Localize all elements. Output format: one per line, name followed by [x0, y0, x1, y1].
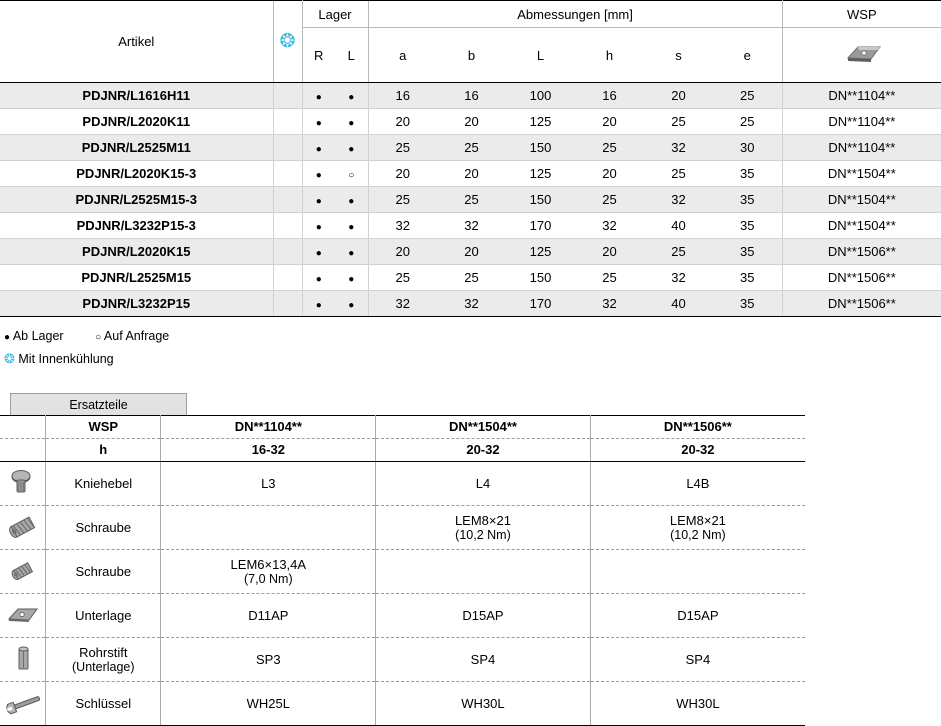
col-header-s: s — [644, 28, 713, 83]
table-row[interactable] — [0, 161, 941, 187]
cell-wsp: DN**1504** — [782, 187, 941, 213]
col-header-a: a — [368, 28, 437, 83]
cell-artikel: PDJNR/L3232P15-3 — [0, 213, 273, 239]
table-row[interactable] — [0, 291, 941, 317]
legend-auf-anfrage-label: Auf Anfrage — [103, 329, 170, 343]
table-row[interactable] — [0, 83, 941, 109]
cell-lager-l — [335, 135, 368, 161]
spare-value-1504: D15AP — [376, 593, 591, 637]
cell-h: 25 — [575, 135, 644, 161]
cell-L: 125 — [506, 161, 575, 187]
cell-h: 25 — [575, 187, 644, 213]
cell-artikel: PDJNR/L2020K11 — [0, 109, 273, 135]
cell-artikel: PDJNR/L3232P15 — [0, 291, 273, 317]
spare-col-icon-2 — [0, 438, 46, 461]
cell-b: 32 — [437, 291, 506, 317]
spare-value-1104: D11AP — [161, 593, 376, 637]
cell-lager-r — [302, 109, 335, 135]
main-table-body — [0, 83, 941, 317]
dot-filled-icon — [316, 114, 322, 129]
cell-wsp: DN**1506** — [782, 239, 941, 265]
cell-coolant — [273, 83, 302, 109]
cell-a: 25 — [368, 187, 437, 213]
cell-wsp: DN**1104** — [782, 109, 941, 135]
spare-part-name — [46, 637, 161, 681]
cell-L: 150 — [506, 265, 575, 291]
cell-L: 150 — [506, 187, 575, 213]
spare-value-1104: SP3 — [161, 637, 376, 681]
dot-filled-icon — [348, 244, 354, 259]
cell-a: 25 — [368, 265, 437, 291]
table-row[interactable] — [0, 239, 941, 265]
cell-lager-r — [302, 161, 335, 187]
cell-b: 32 — [437, 213, 506, 239]
spare-part-name: Schraube — [46, 505, 161, 549]
shim-icon — [0, 593, 46, 637]
spare-part-name: Unterlage — [46, 593, 161, 637]
cell-lager-r — [302, 83, 335, 109]
cell-s: 32 — [644, 265, 713, 291]
cell-lager-r — [302, 239, 335, 265]
cell-h: 16 — [575, 83, 644, 109]
cell-h: 20 — [575, 161, 644, 187]
table-row[interactable] — [0, 637, 805, 681]
spare-value-1506: WH30L — [590, 681, 805, 725]
cell-L: 100 — [506, 83, 575, 109]
cell-e: 35 — [713, 239, 782, 265]
cell-b: 20 — [437, 109, 506, 135]
table-row[interactable] — [0, 593, 805, 637]
cell-e: 35 — [713, 291, 782, 317]
main-table-head — [0, 1, 941, 83]
spare-part-name-main: Rohrstift — [79, 644, 128, 660]
legend-innenkuehlung-label: Mit Innenkühlung — [18, 351, 114, 366]
col-header-lager-r: R — [302, 28, 335, 83]
col-header-L: L — [506, 28, 575, 83]
col-header-e: e — [713, 28, 782, 83]
cell-lager-l — [335, 187, 368, 213]
dot-filled-icon — [348, 114, 354, 129]
cell-b: 20 — [437, 239, 506, 265]
cell-b: 16 — [437, 83, 506, 109]
cell-coolant — [273, 291, 302, 317]
lever-icon — [0, 461, 46, 505]
spare-value-1506: L4B — [590, 461, 805, 505]
insert-icon — [842, 43, 882, 63]
cell-lager-l — [335, 109, 368, 135]
spare-value-1504: L4 — [376, 461, 591, 505]
cell-L: 170 — [506, 291, 575, 317]
main-product-table — [0, 0, 941, 317]
table-row[interactable] — [0, 135, 941, 161]
cell-coolant — [273, 187, 302, 213]
cell-e: 35 — [713, 187, 782, 213]
cell-e: 35 — [713, 265, 782, 291]
spare-col-wsp: WSP — [46, 415, 161, 438]
spare-value-1104 — [161, 549, 376, 593]
dot-open-icon — [348, 166, 354, 181]
col-header-artikel: Artikel — [0, 1, 273, 83]
dot-filled-icon — [348, 140, 354, 155]
table-row[interactable] — [0, 681, 805, 725]
cell-artikel: PDJNR/L2525M11 — [0, 135, 273, 161]
cell-b: 20 — [437, 161, 506, 187]
cell-h: 32 — [575, 213, 644, 239]
col-header-wsp: WSP — [782, 1, 941, 28]
cell-artikel: PDJNR/L2020K15-3 — [0, 161, 273, 187]
cell-coolant — [273, 135, 302, 161]
cell-b: 25 — [437, 265, 506, 291]
spare-part-name-sub: (Unterlage) — [72, 659, 135, 674]
cell-b: 25 — [437, 135, 506, 161]
spare-value-1104-torque: (7,0 Nm) — [244, 571, 293, 586]
cell-a: 16 — [368, 83, 437, 109]
cell-s: 25 — [644, 109, 713, 135]
screw-icon — [0, 505, 46, 549]
cell-coolant — [273, 161, 302, 187]
col-header-coolant — [273, 1, 302, 83]
cell-wsp: DN**1506** — [782, 291, 941, 317]
cell-h: 20 — [575, 109, 644, 135]
dot-filled-icon — [348, 218, 354, 233]
dot-filled-icon — [316, 166, 322, 181]
dot-filled-icon — [348, 192, 354, 207]
table-row[interactable] — [0, 213, 941, 239]
dot-filled-icon — [316, 218, 322, 233]
table-row[interactable] — [0, 549, 805, 593]
spare-value-1504 — [376, 549, 591, 593]
legend-row-coolant — [4, 348, 941, 371]
cell-a: 20 — [368, 239, 437, 265]
pin-icon — [0, 637, 46, 681]
cell-s: 32 — [644, 187, 713, 213]
cell-s: 25 — [644, 161, 713, 187]
col-header-wsp-icon — [782, 28, 941, 83]
cell-artikel: PDJNR/L2525M15-3 — [0, 187, 273, 213]
cell-coolant — [273, 213, 302, 239]
spare-value-1506 — [590, 505, 805, 549]
cell-wsp: DN**1104** — [782, 135, 941, 161]
cell-a: 32 — [368, 213, 437, 239]
cell-coolant — [273, 265, 302, 291]
spare-value-1504 — [376, 505, 591, 549]
cell-e: 30 — [713, 135, 782, 161]
col-header-b: b — [437, 28, 506, 83]
cell-wsp: DN**1504** — [782, 161, 941, 187]
cell-lager-r — [302, 265, 335, 291]
cell-coolant — [273, 109, 302, 135]
spare-col-icon — [0, 415, 46, 438]
spare-part-name: Kniehebel — [46, 461, 161, 505]
legend-ab-lager-label: Ab Lager — [12, 329, 64, 343]
cell-wsp: DN**1504** — [782, 213, 941, 239]
legend-ab-lager — [4, 329, 67, 343]
spare-value-1504-main: LEM8×21 — [454, 512, 511, 528]
legend-auf-anfrage — [95, 329, 169, 343]
spare-col-dn1506: DN**1506** — [590, 415, 805, 438]
spare-value-1506: D15AP — [590, 593, 805, 637]
spare-part-name: Schraube — [46, 549, 161, 593]
cell-wsp: DN**1506** — [782, 265, 941, 291]
spare-col-dn1504: DN**1504** — [376, 415, 591, 438]
spare-value-1104-main: LEM6×13,4A — [230, 556, 307, 572]
cell-L: 150 — [506, 135, 575, 161]
spare-value-1104 — [161, 505, 376, 549]
cell-a: 20 — [368, 109, 437, 135]
cell-h: 20 — [575, 239, 644, 265]
cell-e: 25 — [713, 83, 782, 109]
table-row[interactable] — [0, 461, 805, 505]
cell-lager-l — [335, 291, 368, 317]
dot-filled-icon: ● — [4, 332, 11, 343]
cell-L: 125 — [506, 239, 575, 265]
screw-small-icon — [0, 549, 46, 593]
legend — [0, 326, 941, 371]
cell-L: 125 — [506, 109, 575, 135]
spare-col-h: h — [46, 438, 161, 461]
cell-artikel: PDJNR/L2020K15 — [0, 239, 273, 265]
spare-value-1504: SP4 — [376, 637, 591, 681]
spare-parts-body — [0, 461, 805, 725]
spare-value-1504: WH30L — [376, 681, 591, 725]
cell-coolant — [273, 239, 302, 265]
dot-filled-icon — [316, 296, 322, 311]
spare-value-1104: WH25L — [161, 681, 376, 725]
cell-s: 32 — [644, 135, 713, 161]
snowflake-icon: ❂ — [279, 31, 296, 52]
cell-lager-r — [302, 291, 335, 317]
spare-value-1504-torque: (10,2 Nm) — [455, 527, 511, 542]
cell-L: 170 — [506, 213, 575, 239]
col-header-abmessungen: Abmessungen [mm] — [368, 1, 782, 28]
dot-filled-icon — [316, 88, 322, 103]
spare-parts-table — [0, 415, 805, 726]
cell-h: 25 — [575, 265, 644, 291]
table-row[interactable] — [0, 265, 941, 291]
spare-parts-section — [0, 393, 941, 726]
cell-a: 32 — [368, 291, 437, 317]
cell-lager-r — [302, 135, 335, 161]
cell-e: 35 — [713, 213, 782, 239]
legend-row-availability — [4, 326, 941, 348]
cell-a: 25 — [368, 135, 437, 161]
spare-range-1104: 16-32 — [161, 438, 376, 461]
cell-lager-l — [335, 213, 368, 239]
table-row[interactable] — [0, 187, 941, 213]
spare-value-1506-torque: (10,2 Nm) — [670, 527, 726, 542]
cell-lager-l — [335, 265, 368, 291]
cell-s: 20 — [644, 83, 713, 109]
cell-artikel: PDJNR/L2525M15 — [0, 265, 273, 291]
snowflake-icon: ❂ — [4, 350, 15, 366]
cell-b: 25 — [437, 187, 506, 213]
cell-lager-r — [302, 213, 335, 239]
spare-value-1506 — [590, 549, 805, 593]
cell-e: 25 — [713, 109, 782, 135]
dot-filled-icon — [316, 140, 322, 155]
cell-h: 32 — [575, 291, 644, 317]
dot-open-icon: ○ — [95, 332, 102, 343]
spare-parts-tab: Ersatzteile — [10, 393, 187, 415]
spare-parts-head — [0, 415, 805, 461]
cell-s: 25 — [644, 239, 713, 265]
table-row[interactable] — [0, 109, 941, 135]
col-header-lager: Lager — [302, 1, 368, 28]
table-row[interactable] — [0, 505, 805, 549]
spare-value-1506: SP4 — [590, 637, 805, 681]
spare-range-1504: 20-32 — [376, 438, 591, 461]
cell-wsp: DN**1104** — [782, 83, 941, 109]
spare-range-1506: 20-32 — [590, 438, 805, 461]
cell-s: 40 — [644, 213, 713, 239]
cell-a: 20 — [368, 161, 437, 187]
cell-s: 40 — [644, 291, 713, 317]
cell-lager-l — [335, 161, 368, 187]
spare-value-1506-main: LEM8×21 — [669, 512, 726, 528]
cell-lager-l — [335, 83, 368, 109]
dot-filled-icon — [348, 296, 354, 311]
col-header-lager-l: L — [335, 28, 368, 83]
cell-lager-l — [335, 239, 368, 265]
dot-filled-icon — [316, 244, 322, 259]
cell-lager-r — [302, 187, 335, 213]
dot-filled-icon — [348, 88, 354, 103]
spare-part-name: Schlüssel — [46, 681, 161, 725]
spare-col-dn1104: DN**1104** — [161, 415, 376, 438]
spare-value-1104: L3 — [161, 461, 376, 505]
dot-filled-icon — [316, 270, 322, 285]
cell-artikel: PDJNR/L1616H11 — [0, 83, 273, 109]
dot-filled-icon — [348, 270, 354, 285]
dot-filled-icon — [316, 192, 322, 207]
wrench-icon — [0, 681, 46, 725]
col-header-h: h — [575, 28, 644, 83]
cell-e: 35 — [713, 161, 782, 187]
